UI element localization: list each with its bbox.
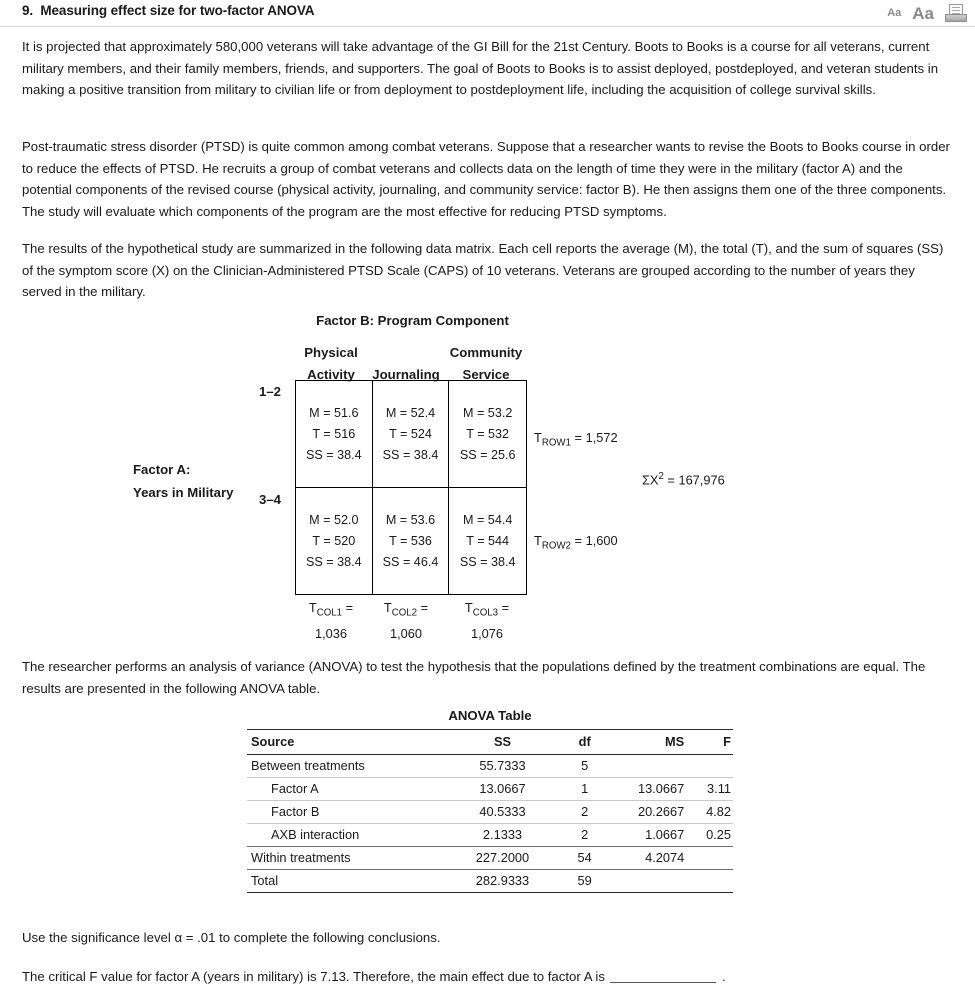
anova-cell-df: 5 — [554, 755, 616, 778]
significance-level-text: Use the significance level α = .01 to complete the following conclusions. — [22, 930, 441, 945]
cell-ss: SS = 38.4 — [305, 555, 362, 570]
column-total-2-value: 1,060 — [389, 625, 423, 641]
table-row — [247, 870, 733, 893]
matrix-cell-r2c1 — [296, 488, 373, 595]
conclusion-question-factor-a — [22, 966, 950, 988]
factor-a-label-line2: Years in Military — [133, 485, 234, 500]
anova-cell-ms — [616, 870, 698, 893]
row-total-1-value: 1,572 — [585, 430, 618, 445]
cell-total: T = 520 — [312, 534, 356, 549]
column-total-3-label: $T_{COL3}$ = — [464, 600, 510, 619]
anova-cell-df: 1 — [554, 778, 616, 801]
cell-ss: SS = 25.6 — [459, 448, 516, 463]
cell-mean: M = 52.4 — [385, 406, 436, 421]
conclusion-text-before: The critical F value for factor A (years in military) is 7.13. Therefore, the main effect due to factor A is — [22, 969, 605, 984]
column-header-line1: Community — [449, 345, 523, 360]
anova-cell-ss: 227.2000 — [451, 847, 553, 870]
anova-cell-f — [698, 847, 733, 870]
question-number: 9. — [22, 3, 34, 18]
grand-sum-label: ΣX — [642, 472, 659, 488]
column-total-1-value: 1,036 — [314, 625, 348, 641]
table-row — [247, 801, 733, 824]
column-total-1 — [293, 598, 369, 644]
table-row — [247, 755, 733, 778]
column-total-3-subscript: COL3 — [472, 607, 499, 619]
anova-cell-source: Factor B — [247, 801, 451, 824]
cell-total: T = 516 — [312, 427, 356, 442]
column-header-line2: Service — [462, 367, 510, 382]
anova-table — [247, 729, 733, 893]
anova-cell-f: 3.11 — [698, 778, 733, 801]
table-row — [247, 778, 733, 801]
decrease-font-size-button[interactable]: Aa — [887, 6, 902, 19]
printer-body — [945, 14, 967, 22]
table-row — [247, 824, 733, 847]
anova-col-df: df — [554, 730, 616, 755]
matrix-cell-r2c3 — [449, 488, 526, 595]
anova-cell-source: AXB interaction — [247, 824, 451, 847]
column-total-1-label: $T_{COL1}$ = — [308, 600, 354, 619]
increase-font-size-button[interactable]: Aa — [912, 3, 934, 23]
row-total-2-value: 1,600 — [585, 533, 618, 548]
anova-cell-source: Within treatments — [247, 847, 451, 870]
cell-ss: SS = 46.4 — [382, 555, 439, 570]
column-total-1-subscript: COL1 — [316, 607, 343, 619]
cell-total: T = 536 — [389, 534, 432, 549]
anova-cell-ss: 55.7333 — [451, 755, 553, 778]
anova-cell-source: Factor A — [247, 778, 451, 801]
row-total-1: $T_{ROW1} = 1,572$ — [534, 430, 618, 449]
anova-cell-df: 54 — [554, 847, 616, 870]
question-title-text: Measuring effect size for two-factor ANOVA — [40, 3, 315, 18]
anova-cell-f — [698, 755, 733, 778]
column-header-line2: Journaling — [372, 367, 440, 382]
intro-paragraph-1: It is projected that approximately 580,000 veterans will take advantage of the GI Bill for the 21st Century. Boots to Books is a course for all veterans, current military members, and their family members, friends, and supporters. The goal of Boots to Books is to assist deployed, postdeployed, and veteran students in making a positive transition from military to civilian life or from deployment to postdeployment life, including the acquisition of college survival skills. — [22, 39, 939, 97]
anova-cell-ss: 2.1333 — [451, 824, 553, 847]
anova-cell-ms: 13.0667 — [616, 778, 698, 801]
column-total-3 — [449, 598, 525, 644]
cell-ss: SS = 38.4 — [305, 448, 362, 463]
anova-col-f: F — [698, 730, 733, 755]
data-matrix — [0, 310, 975, 641]
matrix-cell-r2c2 — [373, 488, 450, 595]
matrix-cell-r1c3 — [449, 381, 526, 488]
anova-cell-source: Total — [247, 870, 451, 893]
anova-cell-ss: 13.0667 — [451, 778, 553, 801]
printer-icon[interactable] — [945, 4, 967, 23]
cell-total: T = 524 — [389, 427, 432, 442]
column-total-3-value: 1,076 — [470, 625, 504, 641]
column-header-line1: Physical — [304, 345, 358, 360]
conclusion-text-after: . — [721, 969, 726, 984]
grand-sum-of-squares: $\Sigma X^2 = 167,976$ — [642, 471, 725, 488]
column-header-line1 — [368, 342, 444, 364]
anova-col-ms: MS — [616, 730, 698, 755]
matrix-grid — [295, 380, 527, 595]
row-label-3-4: 3–4 — [259, 492, 282, 507]
matrix-cell-r1c1 — [296, 381, 373, 488]
grand-sum-value: 167,976 — [678, 472, 725, 488]
anova-col-ss: SS — [451, 730, 553, 755]
anova-col-source: Source — [247, 730, 451, 755]
anova-cell-ms: 4.2074 — [616, 847, 698, 870]
anova-intro-paragraph: The researcher performs an analysis of variance (ANOVA) to test the hypothesis that the populations defined by the treatment combinations are equal. The results are presented in the following ANOVA table. — [22, 659, 926, 696]
row-total-2: $T_{ROW2} = 1,600$ — [534, 533, 618, 552]
anova-cell-f: 0.25 — [698, 824, 733, 847]
cell-mean: M = 52.0 — [309, 513, 359, 528]
matrix-cell-r1c2 — [373, 381, 450, 488]
factor-a-conclusion-dropdown[interactable] — [610, 969, 716, 983]
factor-b-title: Factor B: Program Component — [316, 313, 509, 328]
column-total-2-subscript: COL2 — [391, 607, 418, 619]
anova-cell-ss: 282.9333 — [451, 870, 553, 893]
anova-cell-df: 59 — [554, 870, 616, 893]
row-total-1-subscript: ROW1 — [541, 437, 571, 449]
column-total-2-label: $T_{COL2}$ = — [383, 600, 429, 619]
cell-mean: M = 51.6 — [309, 406, 359, 421]
anova-cell-df: 2 — [554, 824, 616, 847]
anova-cell-ms: 1.0667 — [616, 824, 698, 847]
anova-cell-df: 2 — [554, 801, 616, 824]
anova-cell-ss: 40.5333 — [451, 801, 553, 824]
factor-a-label-line1: Factor A: — [133, 462, 191, 477]
anova-table-title: ANOVA Table — [448, 708, 532, 723]
row-label-1-2: 1–2 — [259, 384, 282, 399]
anova-cell-source: Between treatments — [247, 755, 451, 778]
anova-header-row — [247, 730, 733, 755]
grand-sum-exponent: 2 — [658, 471, 664, 482]
cell-mean: M = 54.4 — [462, 513, 513, 528]
cell-ss: SS = 38.4 — [382, 448, 439, 463]
table-row — [247, 847, 733, 870]
anova-cell-f — [698, 870, 733, 893]
column-total-2 — [368, 598, 444, 644]
question-header-bar — [0, 0, 975, 27]
intro-paragraph-3: The results of the hypothetical study are summarized in the following data matrix. Each cell reports the average (M), the total (T), and the sum of squares (SS) of the symptom score (X) on the Clinician-Administered PTSD Scale (CAPS) of 10 veterans. Veterans are grouped according to the number of years they served in the military. — [22, 241, 944, 299]
anova-cell-ms: 20.2667 — [616, 801, 698, 824]
column-header-line2: Activity — [307, 367, 355, 382]
cell-total: T = 544 — [466, 534, 510, 549]
cell-total: T = 532 — [466, 427, 510, 442]
cell-ss: SS = 38.4 — [459, 555, 516, 570]
anova-cell-f: 4.82 — [698, 801, 733, 824]
intro-paragraph-2: Post-traumatic stress disorder (PTSD) is quite common among combat veterans. Suppose that a researcher wants to revise the Boots to Books course in order to reduce the effects of PTSD. He recruits a group of combat veterans and collects data on the length of time they were in the military (factor A) and the potential components of the revised course (physical activity, journaling, and community service: factor B). He then assigns them one of the three components. The study will evaluate which components of the program are the most effective for reducing PTSD symptoms. — [22, 139, 950, 219]
anova-cell-ms — [616, 755, 698, 778]
anova-table-section — [247, 708, 733, 893]
row-total-2-subscript: ROW2 — [541, 540, 571, 552]
cell-mean: M = 53.6 — [385, 513, 436, 528]
anova-table-body — [247, 755, 733, 893]
cell-mean: M = 53.2 — [462, 406, 513, 421]
page-title — [22, 3, 314, 18]
header-toolbar — [887, 0, 967, 26]
